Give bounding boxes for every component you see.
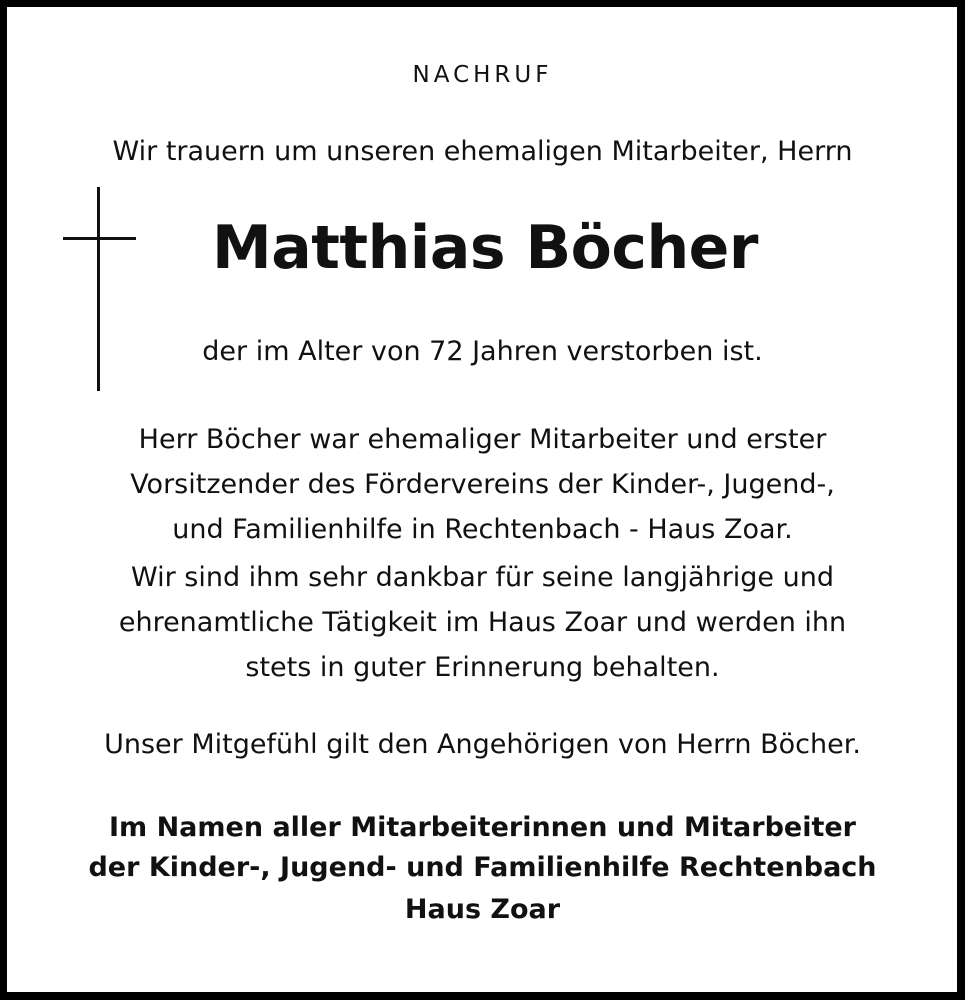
deceased-name: Matthias Böcher	[212, 213, 758, 283]
condolence-text: Unser Mitgefühl gilt den Angehörigen von Herrn Böcher.	[104, 729, 861, 760]
age-line: der im Alter von 72 Jahren verstorben ist.	[202, 336, 763, 367]
heading: NACHRUF	[412, 62, 553, 88]
paragraph2-line: Wir sind ihm sehr dankbar für seine langjährige und	[130, 562, 834, 593]
paragraph2-line: stets in guter Erinnerung behalten.	[245, 652, 720, 683]
paragraph1-line: und Familienhilfe in Rechtenbach - Haus Zoar.	[172, 514, 793, 545]
paragraph1-line: Herr Böcher war ehemaliger Mitarbeiter und erster	[138, 424, 827, 455]
signature-line: Im Namen aller Mitarbeiterinnen und Mitarbeiter	[108, 812, 856, 843]
signature-line: der Kinder-, Jugend- und Familienhilfe Rechtenbach	[88, 852, 877, 883]
paragraph2-line: ehrenamtliche Tätigkeit im Haus Zoar und werden ihn	[118, 607, 847, 638]
intro-text: Wir trauern um unseren ehemaligen Mitarbeiter, Herrn	[112, 136, 853, 167]
paragraph1-line: Vorsitzender des Fördervereins der Kinder-, Jugend-,	[130, 469, 835, 500]
signature-line: Haus Zoar	[404, 894, 561, 925]
